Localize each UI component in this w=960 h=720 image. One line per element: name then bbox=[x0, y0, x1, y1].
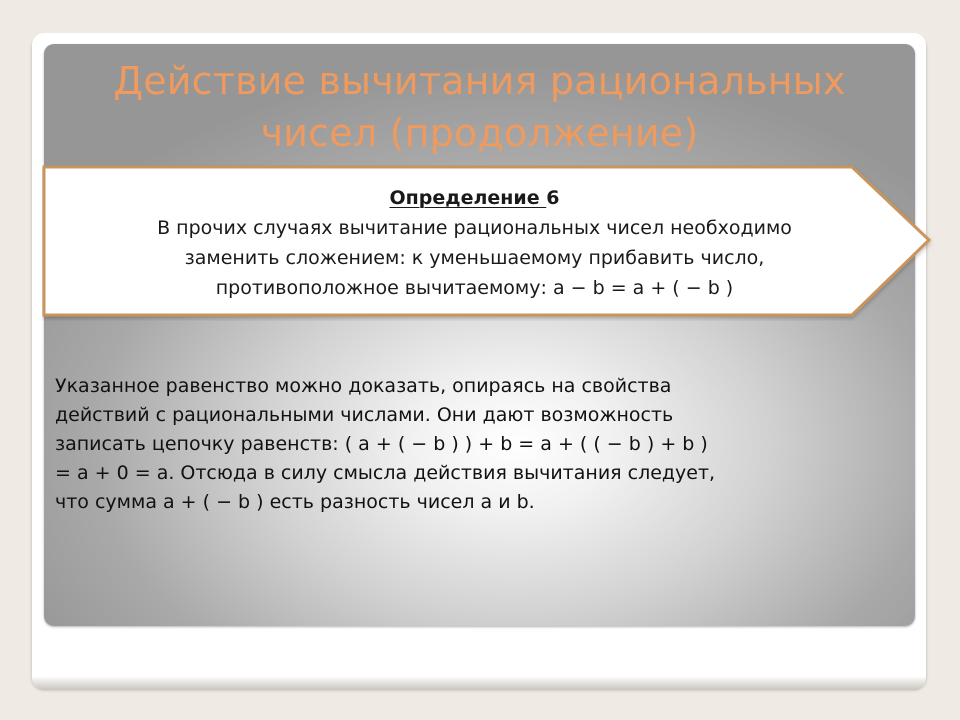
definition-line-2: заменить сложением: к уменьшаемому прибавить число, bbox=[184, 247, 765, 269]
slide-title-line-2: чисел (продолжение) bbox=[260, 111, 699, 155]
proof-paragraph bbox=[55, 372, 915, 517]
definition-callout bbox=[42, 165, 936, 321]
definition-heading-word: Определение bbox=[389, 187, 547, 209]
proof-line-1: Указанное равенство можно доказать, опираясь на свойства bbox=[55, 375, 672, 397]
definition-line-1: В прочих случаях вычитание рациональных чисел необходимо bbox=[157, 217, 792, 239]
definition-line-3: противоположное вычитаемому: a − b = a + ( − b ) bbox=[215, 277, 734, 299]
proof-line-3: записать цепочку равенств: ( a + ( − b ) ) + b = a + ( ( − b ) + b ) bbox=[55, 433, 708, 455]
proof-line-5: что сумма a + ( − b ) есть разность чисел a и b. bbox=[55, 491, 535, 513]
proof-line-2: действий с рациональными числами. Они дают возможность bbox=[55, 404, 674, 426]
proof-line-4: = a + 0 = a. Отсюда в силу смысла действия вычитания следует, bbox=[55, 462, 716, 484]
slide-title bbox=[44, 55, 915, 159]
definition-text bbox=[52, 183, 897, 303]
definition-heading-number: 6 bbox=[546, 187, 560, 209]
slide-paper-edge bbox=[32, 676, 926, 690]
slide-title-line-1: Действие вычитания рациональных bbox=[113, 59, 846, 103]
definition-heading bbox=[52, 183, 897, 213]
